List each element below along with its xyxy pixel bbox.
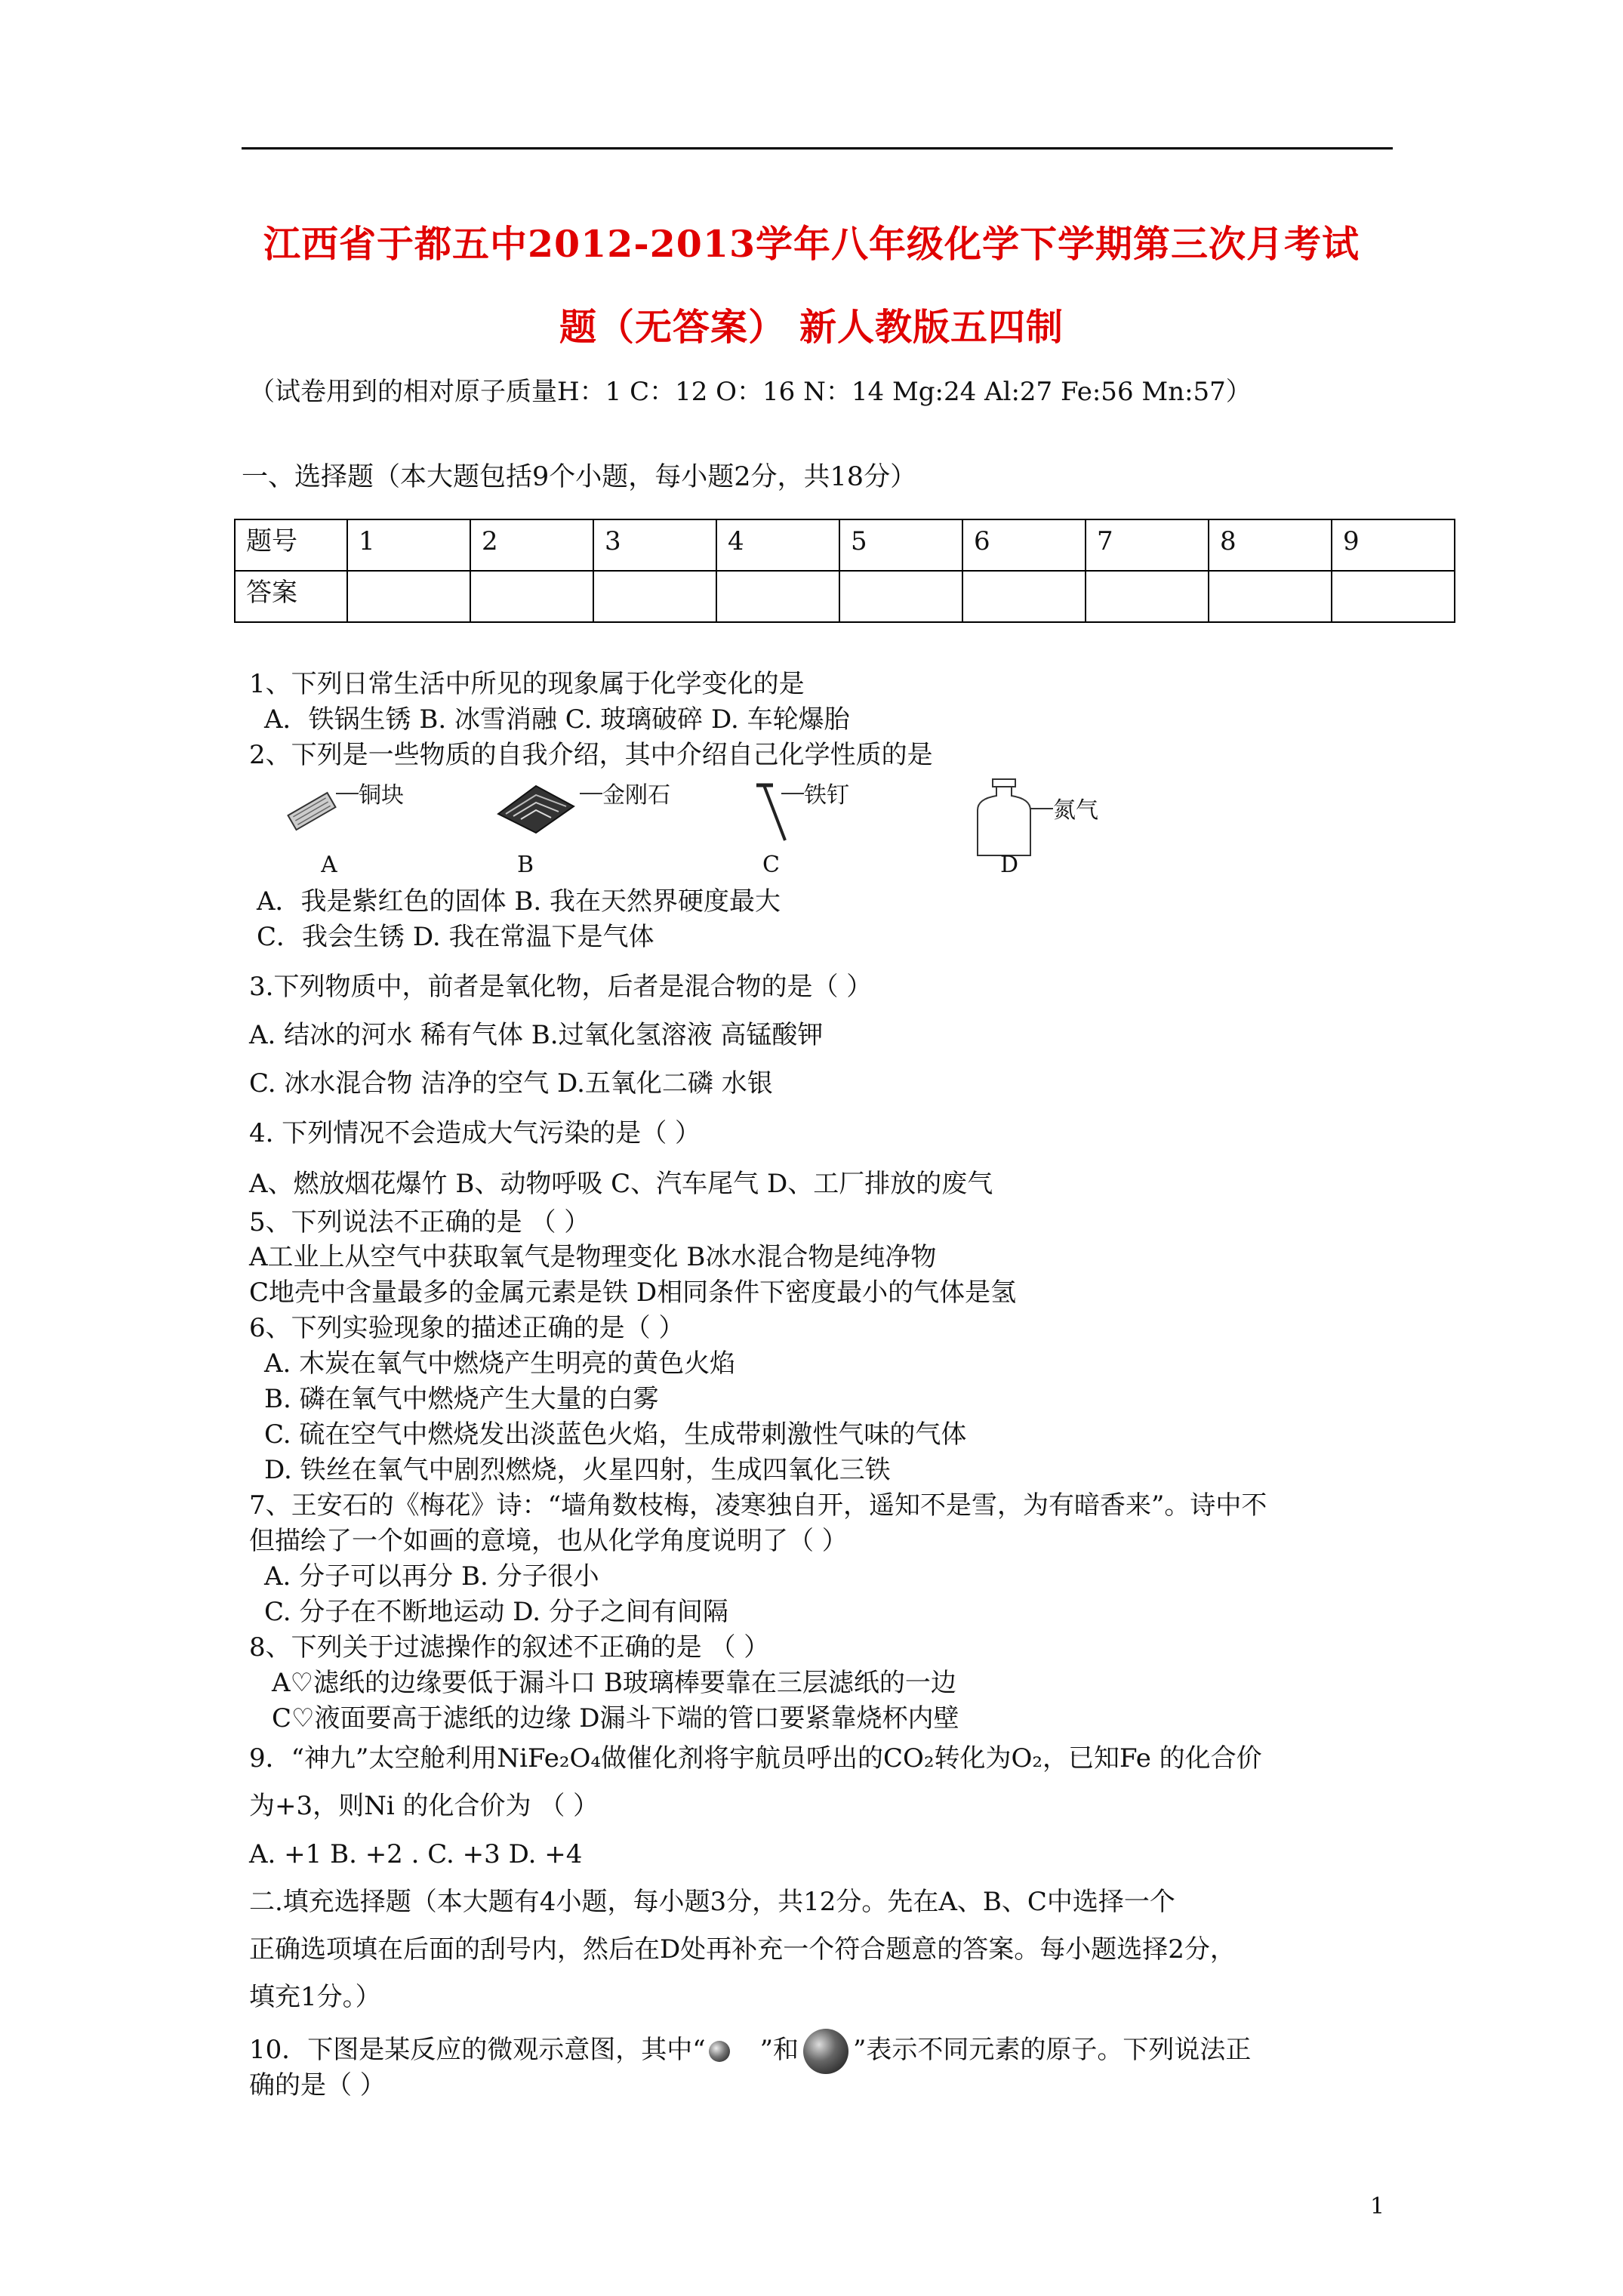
- pointer-line-b: [580, 790, 602, 797]
- answer-cell[interactable]: [470, 571, 593, 622]
- question-2-figures: [279, 776, 1110, 874]
- answer-cell[interactable]: [1086, 571, 1209, 622]
- table-cell-number: 6: [962, 519, 1086, 571]
- diamond-icon: [491, 780, 581, 840]
- pointer-line-d: [1030, 805, 1053, 812]
- exam-title-line1: 江西省于都五中2012-2013学年八年级化学下学期第三次月考试: [263, 222, 1360, 266]
- table-cell-number: 1: [347, 519, 470, 571]
- small-atom-icon: [709, 2041, 730, 2062]
- table-cell-number: 9: [1332, 519, 1455, 571]
- iron-nail-icon: [747, 776, 800, 852]
- question-2-stem: 2、下列是一些物质的自我介绍，其中介绍自己化学性质的是: [249, 740, 933, 770]
- question-10-line1: [249, 2029, 1251, 2074]
- question-5-stem: 5、下列说法不正确的是 （ ）: [249, 1207, 590, 1237]
- pointer-line-c: [781, 790, 804, 797]
- figure-letter-b: B: [517, 852, 534, 874]
- question-10-line2: 确的是（ ）: [249, 2070, 386, 2100]
- answer-cell[interactable]: [839, 571, 962, 622]
- figure-label-d: 氮气: [1053, 797, 1098, 824]
- question-6-option-c: C. 硫在空气中燃烧发出淡蓝色火焰，生成带刺激性气味的气体: [264, 1419, 967, 1450]
- question-6-option-b: B. 磷在氧气中燃烧产生大量的白雾: [264, 1384, 659, 1414]
- figure-label-a: 铜块: [359, 782, 404, 809]
- question-3-stem: 3.下列物质中，前者是氧化物，后者是混合物的是（ ）: [249, 972, 873, 1002]
- question-7-options-cd: C. 分子在不断地运动 D. 分子之间有间隔: [264, 1597, 728, 1627]
- figure-label-b: 金刚石: [602, 782, 670, 809]
- atomic-mass-note: （试卷用到的相对原子质量H：1 C：12 O：16 N：14 Mg:24 Al:27 Fe:56 Mn:57）: [249, 377, 1252, 407]
- answer-cell[interactable]: [593, 571, 716, 622]
- figure-letter-d: D: [1000, 852, 1019, 874]
- table-cell-number: 5: [839, 519, 962, 571]
- answer-cell[interactable]: [716, 571, 839, 622]
- question-8-stem: 8、下列关于过滤操作的叙述不正确的是 （ ）: [249, 1632, 770, 1663]
- gas-bottle-icon: [974, 776, 1034, 859]
- section2-line3: 填充1分。）: [249, 1982, 381, 2012]
- question-6-stem: 6、下列实验现象的描述正确的是（ ）: [249, 1313, 685, 1343]
- table-header-answer: 答案: [235, 571, 347, 622]
- question-8-options-ab: A♡滤纸的边缘要低于漏斗口 B玻璃棒要靠在三层滤纸的一边: [272, 1668, 956, 1698]
- answer-table: [234, 519, 1455, 623]
- figure-letter-a: A: [321, 852, 337, 874]
- answer-cell[interactable]: [1332, 571, 1455, 622]
- question-7-options-ab: A. 分子可以再分 B. 分子很小: [264, 1561, 599, 1592]
- question-4-options: A、燃放烟花爆竹 B、动物呼吸 C、汽车尾气 D、工厂排放的废气: [249, 1169, 993, 1199]
- question-9-options: A. +1 B. +2 . C. +3 D. +4: [249, 1839, 583, 1869]
- answer-table-row-numbers: [235, 519, 1455, 571]
- question-5-options-ab: A工业上从空气中获取氧气是物理变化 B冰水混合物是纯净物: [249, 1242, 937, 1272]
- question-9-stem-line1: 9．“神九”太空舱利用NiFe₂O₄做催化剂将宇航员呼出的CO₂转化为O₂，已知Fe 的化合价: [249, 1743, 1262, 1774]
- answer-cell[interactable]: [1209, 571, 1332, 622]
- question-10-text-part3: ”表示不同元素的原子。下列说法正: [853, 2035, 1252, 2065]
- answer-cell[interactable]: [962, 571, 1086, 622]
- table-cell-number: 7: [1086, 519, 1209, 571]
- question-10-text-part2: ”和: [759, 2035, 799, 2065]
- question-4-stem: 4. 下列情况不会造成大气污染的是（ ）: [249, 1118, 701, 1148]
- question-2-options-ab: A．我是紫红色的固体 B. 我在天然界硬度最大: [257, 886, 781, 917]
- question-1-stem: 1、下列日常生活中所见的现象属于化学变化的是: [249, 669, 805, 699]
- table-cell-number: 3: [593, 519, 716, 571]
- question-3-options-cd: C. 冰水混合物 洁净的空气 D.五氧化二磷 水银: [249, 1068, 773, 1099]
- section2-line1: 二.填充选择题（本大题有4小题，每小题3分，共12分。先在A、B、C中选择一个: [249, 1887, 1175, 1917]
- question-8-options-cd: C♡液面要高于滤纸的边缘 D漏斗下端的管口要紧靠烧杯内壁: [272, 1703, 959, 1734]
- page-number: 1: [1370, 2193, 1385, 2220]
- question-6-option-d: D. 铁丝在氧气中剧烈燃烧，火星四射，生成四氧化三铁: [264, 1455, 891, 1485]
- question-9-stem-line2: 为+3，则Ni 的化合价为 （ ）: [249, 1791, 599, 1821]
- table-header-number: 题号: [235, 519, 347, 571]
- question-6-option-a: A. 木炭在氧气中燃烧产生明亮的黄色火焰: [264, 1348, 736, 1379]
- question-5-options-cd: C地壳中含量最多的金属元素是铁 D相同条件下密度最小的气体是氢: [249, 1277, 1017, 1308]
- section2-line2: 正确选项填在后面的刮号内，然后在D处再补充一个符合题意的答案。每小题选择2分，: [249, 1934, 1236, 1965]
- table-cell-number: 8: [1209, 519, 1332, 571]
- answer-table-row-answers: [235, 571, 1455, 622]
- large-atom-icon: [803, 2029, 848, 2074]
- section1-heading: 一、选择题（本大题包括9个小题，每小题2分，共18分）: [242, 462, 917, 492]
- table-cell-number: 4: [716, 519, 839, 571]
- header-rule: [242, 147, 1393, 149]
- table-cell-number: 2: [470, 519, 593, 571]
- question-10-text-part1: 10．下图是某反应的微观示意图，其中“: [249, 2035, 706, 2065]
- question-7-stem-line1: 7、王安石的《梅花》诗：“墙角数枝梅，凌寒独自开，遥知不是雪，为有暗香来”。诗中不: [249, 1490, 1267, 1521]
- pointer-line-a: [336, 790, 359, 797]
- figure-letter-c: C: [762, 852, 780, 874]
- answer-cell[interactable]: [347, 571, 470, 622]
- question-3-options-ab: A. 结冰的河水 稀有气体 B.过氧化氢溶液 高锰酸钾: [249, 1020, 824, 1050]
- exam-title-line2: 题（无答案） 新人教版五四制: [559, 305, 1064, 349]
- question-7-stem-line2: 但描绘了一个如画的意境，也从化学角度说明了（ ）: [249, 1526, 848, 1556]
- question-1-options: A．铁锅生锈 B. 冰雪消融 C. 玻璃破碎 D. 车轮爆胎: [264, 704, 850, 735]
- figure-label-c: 铁钉: [804, 782, 849, 809]
- question-2-options-cd: C．我会生锈 D. 我在常温下是气体: [257, 922, 654, 952]
